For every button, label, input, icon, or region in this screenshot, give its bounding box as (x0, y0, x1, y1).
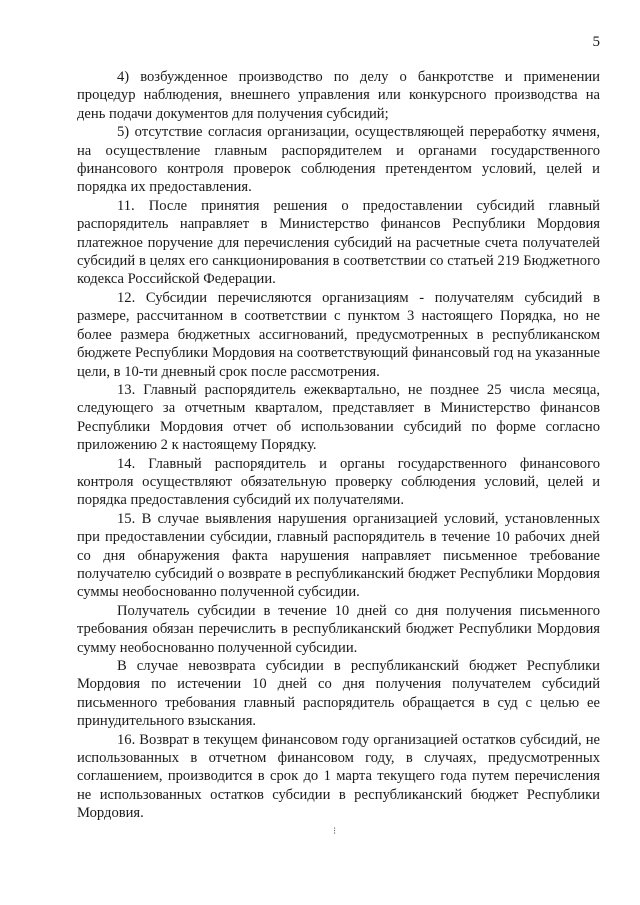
paragraph-clause-12: 12. Субсидии перечисляются организациям - получателям субсидий в размере, рассчитанном в соответствии с пунктом 3 настоящего Порядка, но не более размера бюджетных ассигнований, предусмотренных в республиканском бюджете Республики Мордовия на соответствующий финансовый год на указанные цели, в 10-ти дневный срок после рассмотрения. (77, 289, 600, 380)
paragraph-clause-16: 16. Возврат в текущем финансовом году организацией остатков субсидий, не использованных в отчетном финансовом году, в случаях, предусмотренных соглашением, производится в срок до 1 марта текущего года путем перечисления не использованных остатков субсидии в республиканский бюджет Республики Мордовия. (77, 731, 600, 822)
document-body (77, 68, 600, 823)
paragraph-clause-14: 14. Главный распорядитель и органы государственного финансового контроля осуществляют обязательную проверку соблюдения условий, целей и порядка предоставления субсидий их получателями. (77, 455, 600, 509)
paragraph-item-4: 4) возбужденное производство по делу о банкротстве и применении процедур наблюдения, внешнего управления или конкурсного производства на день подачи документов для получения субсидий; (77, 69, 600, 122)
paragraph-clause-11: 11. После принятия решения о предоставлении субсидий главный распорядитель направляет в Министерство финансов Республики Мордовия платежное поручение для перечисления субсидий на расчетные счета получателей субсидий в целях его санкционирования в соответствии со статьей 219 Бюджетного кодекса Российской Федерации. (77, 197, 600, 288)
paragraph-clause-13: 13. Главный распорядитель ежеквартально, не позднее 25 числа месяца, следующего за отчетным кварталом, представляет в Министерство финансов Республики Мордовия отчет об использовании субсидий по форме согласно приложению 2 к настоящему Порядку. (77, 381, 600, 454)
scan-mark: ⁝ (333, 826, 337, 837)
paragraph-clause-15-court: В случае невозврата субсидии в республиканский бюджет Республики Мордовия по истечении 10 дней со дня получения получателем субсидий письменного требования главный распорядитель обращается в суд с целью ее принудительного взыскания. (77, 658, 600, 730)
page-number: 5 (592, 34, 600, 50)
paragraph-item-5: 5) отсутствие согласия организации, осуществляющей переработку ячменя, на осуществление главным распорядителем и органами государственного финансового контроля проверок соблюдения претендентом условий, целей и порядка их предоставления. (77, 124, 600, 196)
paragraph-clause-15: 15. В случае выявления нарушения организацией условий, установленных при предоставлении субсидии, главный распорядитель в течение 10 рабочих дней со дня обнаружения факта нарушения направляет письменное требование получателю субсидий о возврате в республиканский бюджет Республики Мордовия суммы необоснованно полученной субсидии. (77, 510, 600, 601)
paragraph-clause-15-recipient: Получатель субсидии в течение 10 дней со дня получения письменного требования обязан перечислить в республиканский бюджет Республики Мордовия сумму необоснованно полученной субсидии. (77, 602, 600, 656)
